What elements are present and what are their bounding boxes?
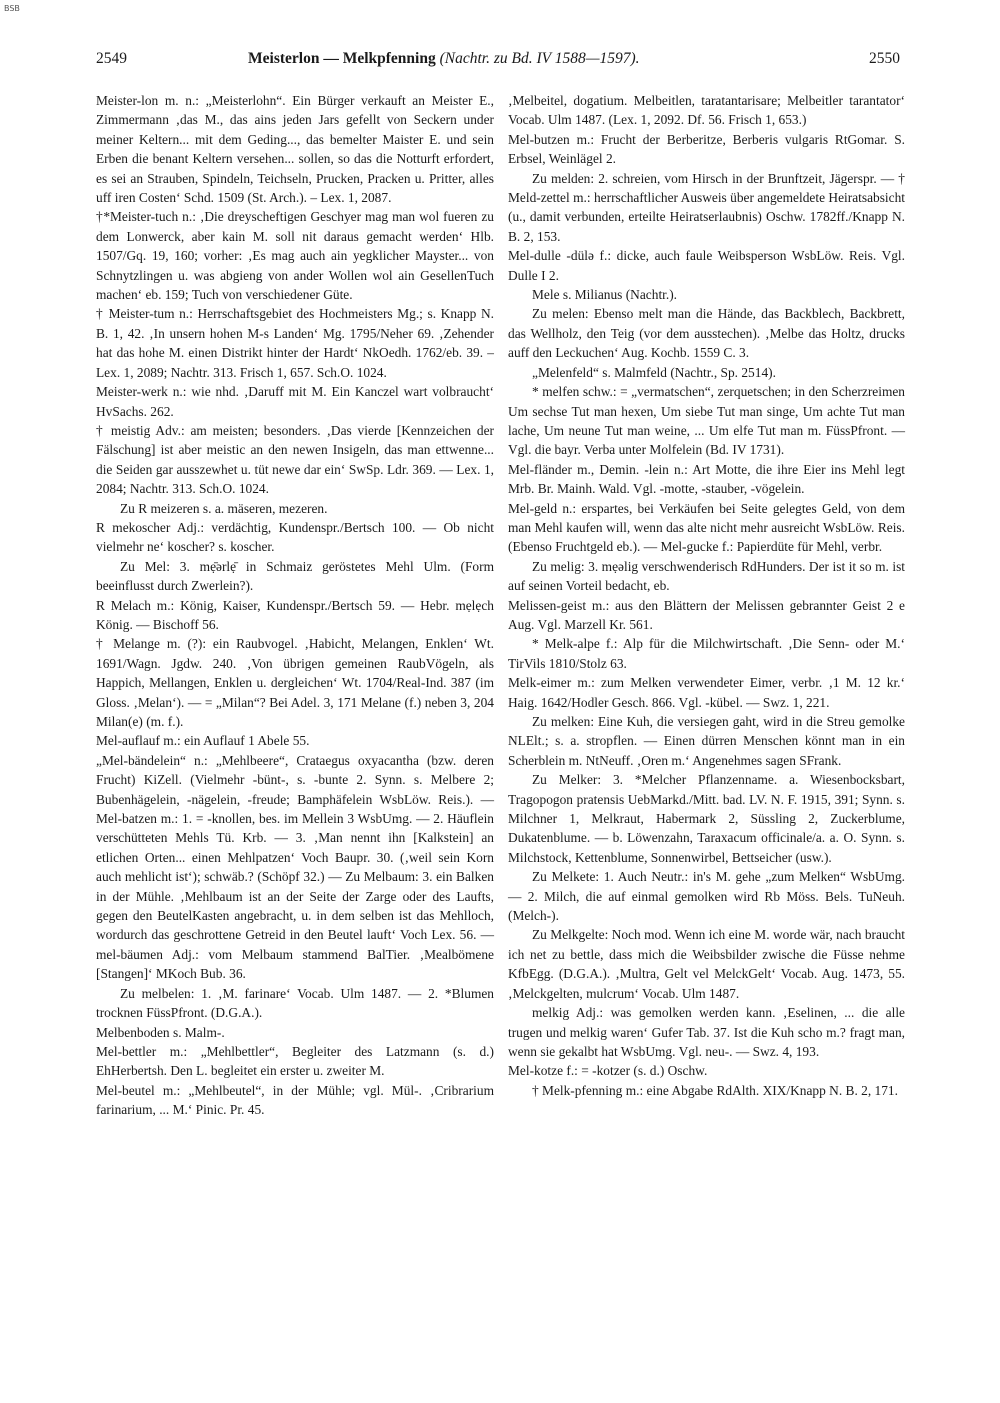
- entry: Zu Mel: 3. mẹ̄ərlẹ̄ in Schmaiz geröstetes Mehl Ulm. (Form beeinflusst durch Zwerlein?).: [96, 558, 494, 594]
- entry: † Melk-pfenning m.: eine Abgabe RdAlth. XIX/Knapp N. B. 2, 171.: [532, 1082, 898, 1098]
- entry: „Melenfeld“ s. Malmfeld (Nachtr., Sp. 2514).: [532, 364, 776, 380]
- entry: * melfen schw.: = „vermatschen“, zerquetschen; in den Scherzreimen Um sechse Tut man hexen, Um siebe Tut man singe, Um achte Tut man lache, Um neune Tut man weine, ... Um elfe Tut man m. FüssPfront. — Vgl. die bayr. Verba unter Molfelein (Bd. IV 1731).: [508, 384, 905, 458]
- running-title: [248, 50, 640, 68]
- entry: Zu R meizeren s. a. mäseren, mezeren.: [120, 500, 328, 516]
- entry: Meister-werk n.: wie nhd. ‚Daruff mit M. Ein Kanczel wart volbraucht‘ HvSachs. 262.: [96, 384, 494, 419]
- entry: Meister-lon m. n.: „Meisterlohn“. Ein Bürger verkauft an Meister E., Zimmermann ‚das M., das ains jeden Jars gefellt von Seckern under meiner Keltern... mit dem Geding..., das bemelter Maister E. und sein Erben die benant Keltern versehen... sollen, so das die Notturft erfordert, es sei an Strauben, Spindeln, Teichseln, Prucken, Pracken u. Pritter, alles uff iren Costen‘ Schd. 1509 (St. Arch.). – Lex. 1, 2087.: [96, 93, 494, 206]
- right-column: [508, 91, 905, 1100]
- entry: Mel-butzen m.: Frucht der Berberitze, Berberis vulgaris RtGomar. S. Erbsel, Weinlägel 2.: [508, 131, 905, 167]
- entry: † Melange m. (?): ein Raubvogel. ‚Habicht, Melangen, Enklen‘ Wt. 1691/Wagn. Jgdw. 240. ‚Von übrigen gemeinen RaubVögeln, als Happich, Mellangen, Enklen u. dergleichen‘ Wt. 1704/Real-Ind. 387 (im Gloss. ‚Melan‘). — = „Milan“? Bei Adel. 3, 171 Melane (f.) neben 3, 204 Milan(e) (m. f.).: [96, 636, 494, 729]
- page-number-left: 2549: [96, 50, 127, 67]
- running-title-italic: (Nachtr. zu Bd. IV 1588—1597).: [439, 50, 640, 67]
- page-number-right: 2550: [869, 50, 900, 67]
- library-stamp: BSB: [4, 4, 20, 13]
- entry: Mel-dulle -dülə f.: dicke, auch faule Weibsperson WsbLöw. Reis. Vgl. Dulle I 2.: [508, 248, 905, 283]
- running-title-bold: Meisterlon — Melkpfenning: [248, 50, 436, 67]
- entry: Mel-beutel m.: „Mehlbeutel“, in der Mühle; vgl. Mül-. ‚Cribrarium farinarium, ... M.‘ Pinic. Pr. 45.: [96, 1082, 494, 1118]
- entry: † meistig Adv.: am meisten; besonders. ‚Das vierde [Kennzeichen der Fälschung] ist aber meistic an den newen Insigeln, das man ettwenne... die Seiden gar ausszewhet u. tüt newe dar ein‘ SwSp. Ldr. 369. — Lex. 1, 2084; Nachtr. 313. Sch.O. 1024.: [96, 422, 494, 497]
- entry: Mele s. Milianus (Nachtr.).: [532, 287, 678, 303]
- entry: Zu melbelen: 1. ‚M. farinare‘ Vocab. Ulm 1487. — 2. *Blumen trocknen FüssPfront. (D.G.A.).: [96, 985, 494, 1021]
- entry: Melissen-geist m.: aus den Blättern der Melissen gebrannter Geist 2 e Aug. Vgl. Marzell Kr. 561.: [508, 597, 905, 632]
- entry: Zu Melkete: 1. Auch Neutr.: in's M. gehe „zum Melken“ WsbUmg. — 2. Milch, die auf einmal gemolken wird Rb Möss. Bels. TuNeuh. (Melch-).: [508, 869, 905, 924]
- entry: melkig Adj.: was gemolken werden kann. ‚Eselinen, ... die alle trugen und melkig waren‘ Gufer Tab. 37. Ist die Kuh scho m.? fragt man, wenn sie gekalbt hat WsbUmg. Vgl. neu-. — Swz. 4, 193.: [508, 1005, 905, 1059]
- entry: Zu melen: Ebenso melt man die Hände, das Backblech, Backbrett, das Wellholz, den Teig (vor dem ausstechen). ‚Melbe das Holtz, drucks auff den Leckuchen‘ Aug. Kochb. 1559 C. 3.: [508, 306, 905, 361]
- entry: Melbenboden s. Malm-.: [96, 1024, 225, 1040]
- entry: Melk-eimer m.: zum Melken verwendeter Eimer, verbr. ‚1 M. 12 kr.‘ Haig. 1642/Hodler Gesch. 866. Vgl. -kübel. — Swz. 1, 221.: [508, 675, 905, 710]
- entry: Mel-bettler m.: „Mehlbettler“, Begleiter des Latzmann (s. d.) EhHerbertsh. Den L. begleitet ein erster u. zweiter M.: [96, 1043, 494, 1079]
- entry: Zu melden: 2. schreien, vom Hirsch in der Brunftzeit, Jägerspr. — † Meld-zettel m.: herrschaftlicher Ausweis über angemeldete Heiratsabsicht (u., damit verbunden, erteilte Heiratserlaubnis) Oschw. 1782ff./Knapp N. B. 2, 153.: [508, 170, 905, 244]
- entry: ‚Melbeitel, dogatium. Melbeitlen, taratantarisare; Melbeitler tarantator‘ Vocab. Ulm 1487. (Lex. 1, 2092. Df. 56. Frisch 1, 653.): [508, 93, 905, 128]
- running-header: [0, 50, 1000, 72]
- entry: Zu Melkgelte: Noch mod. Wenn ich eine M. worde wär, nach braucht ich net zu bettle, dass mich die Weibsbilder zwische die Füsse nehme KfbEgg. (D.G.A.). ‚Multra, Gelt vel MelckGelt‘ Vocab. Aug. 1473, 55. ‚Melckgelten, mulcrum‘ Vocab. Ulm 1487.: [508, 927, 905, 1001]
- entry: Mel-fländer m., Demin. -lein n.: Art Motte, die ihre Eier ins Mehl legt Mrb. Br. Mainh. Wald. Vgl. -motte, -stauber, -vögelein.: [508, 461, 905, 497]
- entry: * Melk-alpe f.: Alp für die Milchwirtschaft. ‚Die Senn- oder M.‘ TirVils 1810/Stolz 63.: [508, 636, 905, 671]
- entry: † Meister-tum n.: Herrschaftsgebiet des Hochmeisters Mg.; s. Knapp N. B. 1, 42. ‚In unsern hohen M-s Landen‘ Mg. 1795/Neher 69. ‚Zehender hat das hohe M. einen Distrikt hinter der Hardt‘ NkOedh. 1762/eb. 39. – Lex. 1, 2089; Nachtr. 313. Frisch 1, 657. Sch.O. 1024.: [96, 306, 494, 380]
- entry: Mel-kotze f.: = -kotzer (s. d.) Oschw.: [508, 1063, 708, 1079]
- entry: Zu Melker: 3. *Melcher Pflanzenname. a. Wiesenbocksbart, Tragopogon pratensis UebMarkd./Mitt. bad. LV. N. F. 1915, 391; Synn. s. Milchner 1, Melkraut, Habermark 2, Süssling 2, Zuckerblume, Dukatenblume. — b. Löwenzahn, Taraxacum officinale/a. a. O. Synn. s. Milchstock, Kettenblume, Sonnenwirbel, Bettseicher (usw.).: [508, 772, 905, 865]
- entry: „Mel-bändelein“ n.: „Mehlbeere“, Crataegus oxyacantha (bzw. deren Frucht) KiZell. (Vielmehr -bünt-, s. -bunte 2. Synn. s. Melbere 2; Bubenhägelein, -nägelein, -freude; Bamphäfelein WsbLöw. Reis.). — Mel-batzen m.: 1. = -knollen, bes. im Mellein 3 WsbUmg. — 2. Häuflein verschütteten Mehls Tü. Krb. — 3. ‚Man nennt ihn [Kalkstein] an etlichen Orten... einen Mehlpatzen‘ Voch Baupr. 30. (‚weil sein Korn auch mehlicht ist‘); schwäb.? (Schöpf 32.) — Zu Melbaum: 3. ein Balken in der Mühle. ‚Mehlbaum ist an der Seite der Zarge oder des Laufts, gegen den BeutelKasten angebracht, u. in dem selben ist das Mehlloch, wordurch das geschrottene Getreid in den Beutel lauft‘ Voch Lex. 56. — mel-bäumen Adj.: vom Melbaum stammend BalTier. ‚Mealbömene [Stangen]‘ MKoch Bub. 36.: [96, 752, 494, 982]
- entry: Mel-geld n.: erspartes, bei Verkäufen bei Seite gelegtes Geld, von dem man Mehl kaufen will, wenn das alte nicht mehr ausreicht WsbLöw. Reis. (Ebenso Fruchtgeld eb.). — Mel-gucke f.: Papierdüte für Mehl, verbr.: [508, 500, 905, 555]
- entry: Zu melig: 3. mẹəlig verschwenderisch RdHunders. Der ist it so m. ist auf seinen Vorteil bedacht, eb.: [508, 558, 905, 594]
- entry: Zu melken: Eine Kuh, die versiegen gaht, wird in die Streu gemolke NLElt.; s. a. stropflen. — Einen dürren Menschen könnt man in ein Scherblein m. NtNeuff. ‚Oren m.‘ Angenehmes sagen SFrank.: [508, 714, 905, 768]
- entry: †*Meister-tuch n.: ‚Die dreyscheftigen Geschyer mag man wol fueren zu dem Lonwerck, aber kain M. soll nit daraus gemacht werden‘ Hlb. 1507/Gq. 19, 160; vorher: ‚Es mag auch ain yegklicher Mayster... von Schnytzlingen u. was abgieng von ander Wollen wol ain GesellenTuch machen‘ eb. 159; Tuch von verschiedener Güte.: [96, 209, 494, 303]
- entry: Mel-auflauf m.: ein Auflauf 1 Abele 55.: [96, 733, 310, 749]
- left-column: [96, 91, 494, 1120]
- entry: R Melach m.: König, Kaiser, Kundenspr./Bertsch 59. — Hebr. mẹlẹch König. — Bischoff 56.: [96, 597, 494, 632]
- entry: R mekoscher Adj.: verdächtig, Kundenspr./Bertsch 100. — Ob nicht vielmehr ne‘ koscher? s. koscher.: [96, 519, 494, 555]
